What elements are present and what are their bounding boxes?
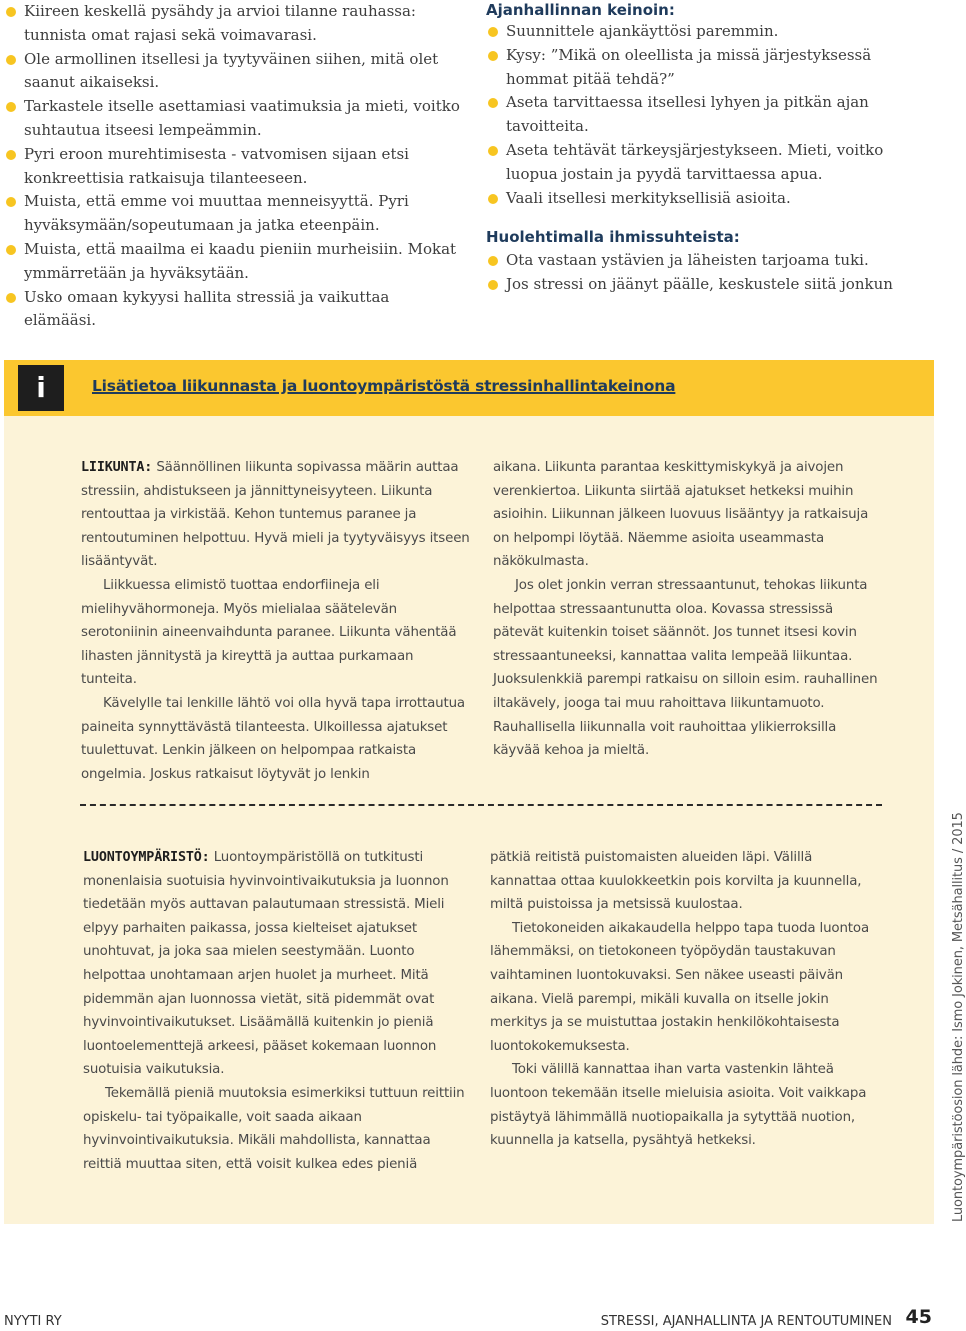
list-item: Ole armollinen itsellesi ja tyytyväinen siihen, mitä olet saanut aikaiseksi. [4,48,464,96]
relationships-title: Huolehtimalla ihmissuhteista: [486,228,740,247]
source-credit: Luontoympäristöosion lähde: Ismo Jokinen, Metsähallitus / 2015 [951,812,966,1222]
exercise-lead: LIIKUNTA: [81,460,153,475]
list-item: Ota vastaan ystävien ja läheisten tarjoama tuki. [486,249,906,273]
relationships-list [486,249,906,297]
list-item: Tarkastele itselle asettamiasi vaatimuksia ja mieti, voitko suhtautua itseesi lempeämmin. [4,95,464,143]
left-tips-list [4,0,464,333]
footer-section-title: STRESSI, AJANHALLINTA JA RENTOUTUMINEN [600,1314,892,1329]
list-item: Usko omaan kykyysi hallita stressiä ja vaikuttaa elämääsi. [4,286,464,334]
list-item: Suunnittele ajankäyttösi paremmin. [486,20,906,44]
list-item: Pyri eroon murehtimisesta - vatvomisen sijaan etsi konkreettisia ratkaisuja tilanteeseen. [4,143,464,191]
exercise-right-column [493,456,885,763]
page-number: 45 [905,1306,932,1328]
exercise-paragraph: LIIKUNTA: Säännöllinen liikunta sopivassa määrin auttaa stressiin, ahdistukseen ja jännittyneisyyteen. Liikunta rentouttaa ja virkistää. Kehon tuntemus paranee ja rentoutuminen helpottuu. Hyvä mieli ja tyytyväisyys itseen lisääntyvät. [81,460,470,570]
list-item: Muista, että emme voi muuttaa menneisyyttä. Pyri hyväksymään/sopeutumaan ja jatka eteenpäin. [4,190,464,238]
list-item: Vaali itsellesi merkityksellisiä asioita. [486,187,906,211]
info-box-header [4,360,934,416]
nature-lead: LUONTOYMPÄRISTÖ: [83,850,210,865]
nature-paragraph: Tekemällä pieniä muutoksia esimerkiksi tuttuun reittiin opiskelu- tai työpaikalle, voit saada aikaan hyvinvointivaikutuksia. Mikäli mahdollista, kannattaa reittiä muuttaa siten, että voisit kulkea edes pieniä [83,1085,465,1172]
nature-paragraph: LUONTOYMPÄRISTÖ: Luontoympäristöllä on tutkitusti monenlaisia suotuisia hyvinvointivaikutuksia ja luonnon tiedetään myös auttavan palautumaan stressistä. Mieli elpyy parhaiten paikassa, jossa kielteiset ajatukset unohtuvat, ja joka saa mielen seestymään. Luonto helpottaa unohtamaan arjen huolet ja murheet. Mitä pidemmän ajan luonnossa vietät, sitä pidemmät ovat hyvinvointivaikutukset. Lisäämällä kuitenkin jo pieniä luontoelementtejä arkeesi, pääset kokemaan luonnon suotuisia vaikutuksia. [83,850,449,1078]
exercise-left-column [81,456,473,786]
right-tips [486,0,906,297]
nature-left-column [83,846,465,1176]
exercise-paragraph: Jos olet jonkin verran stressaantunut, tehokas liikunta helpottaa stressaantunutta oloa. Kovassa stressissä pätevät kuitenkin toiset säännöt. Jos tunnet itsesi kovin stressaantuneeksi, kannattaa valita lempeää liikuntaa. Juoksulenkkiä parempi ratkaisu on silloin esim. rauhallinen iltakävely, jooga tai muu rahoittava liikuntamuoto. Rauhallisella liikunnalla voit rauhoittaa ylikierroksilla käyvää kehoa ja mieltä. [493,577,878,759]
list-item: Aseta tehtävät tärkeysjärjestykseen. Mieti, voitko luopua jostain ja pyydä tarvittaessa apua. [486,139,906,187]
exercise-paragraph: Liikkuessa elimistö tuottaa endorfiineja eli mielihyvähormoneja. Myös mielialaa säätelevän serotoniinin aineenvaihdunta paranee. Liikunta vähentää lihasten jännitystä ja kireyttä ja auttaa purkamaan tunteita. [81,577,457,688]
footer-publisher: NYYTI RY [4,1314,62,1329]
list-item: Aseta tarvittaessa itsellesi lyhyen ja pitkän ajan tavoitteita. [486,91,906,139]
nature-right-column [490,846,880,1153]
nature-paragraph: Tietokoneiden aikakaudella helppo tapa tuoda luontoa lähemmäksi, on tietokoneen työpöydän taustakuvan vaihtaminen luontokuvaksi. Sen näkee useasti päivän aikana. Vielä parempi, mikäli kuvalla on itselle jokin merkitys ja se muistuttaa jostakin henkilökohtaisesta luontokokemuksesta. [490,920,870,1054]
list-item: Kysy: ”Mikä on oleellista ja missä järjestyksessä hommat pitää tehdä?” [486,44,906,92]
list-item: Jos stressi on jäänyt päälle, keskustele siitä jonkun [486,273,906,297]
dashed-divider [80,804,882,806]
time-management-list [486,20,906,210]
exercise-paragraph: aikana. Liikunta parantaa keskittymiskykyä ja aivojen verenkiertoa. Liikunta siirtää ajatukset hetkeksi muihin asioihin. Liikunnan jälkeen luovuus lisääntyy ja ratkaisuja on helpompi löytää. Näemme asioita useammasta näkökulmasta. [493,460,869,570]
list-item: Kiireen keskellä pysähdy ja arvioi tilanne rauhassa: tunnista omat rajasi sekä voimavarasi. [4,0,464,48]
exercise-paragraph: Kävelylle tai lenkille lähtö voi olla hyvä tapa irrottautua paineita synnyttävästä tilanteesta. Ulkoillessa ajatukset tuulettuvat. Lenkin jälkeen on helpompaa ratkaista ongelmia. Joskus ratkaisut löytyvät jo lenkin [81,695,465,782]
list-item: Muista, että maailma ei kaadu pieniin murheisiin. Mokat ymmärretään ja hyväksytään. [4,238,464,286]
info-box-title: Lisätietoa liikunnasta ja luontoympäristöstä stressinhallintakeinona [92,377,676,395]
info-icon: i [18,365,64,411]
time-management-title: Ajanhallinnan keinoin: [486,1,675,19]
nature-paragraph: Toki välillä kannattaa ihan varta vastenkin lähteä luontoon tekemään itselle mieluisia asioita. Voit vaikkapa pistäytyä lähimmällä nuotiopaikalla ja sytyttää nuotion, kuunnella ja katsella, pysähtyä hetkeksi. [490,1062,867,1149]
nature-paragraph: pätkiä reitistä puistomaisten alueiden läpi. Välillä kannattaa ottaa kuulokkeetkin pois korvilta ja kuunnella, miltä puistoissa ja metsissä kuulostaa. [490,850,862,913]
left-tips [4,0,464,333]
